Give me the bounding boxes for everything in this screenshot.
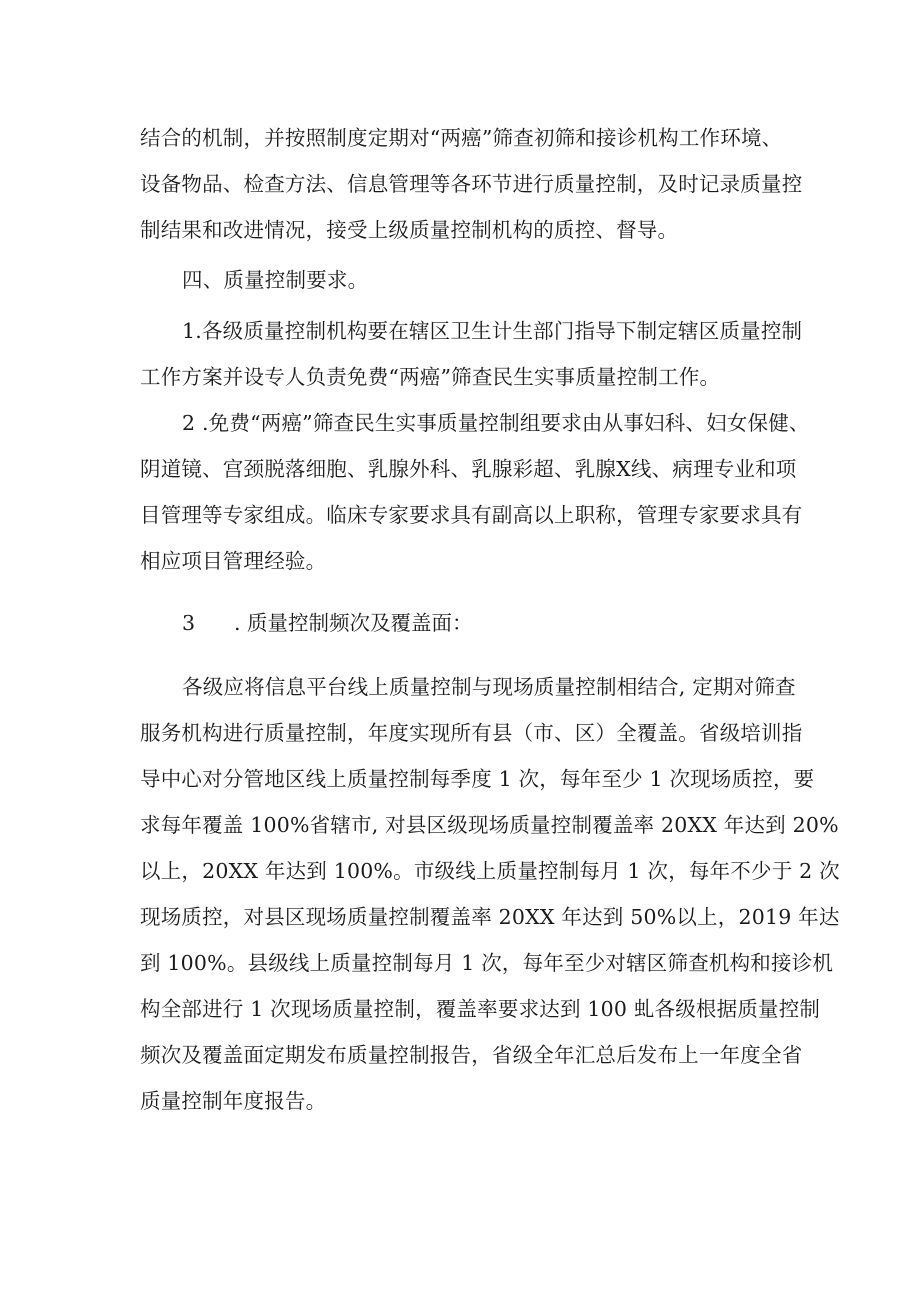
text-line: 相应项目管理经验。 [140,549,327,573]
paragraph-frequency-coverage [140,664,840,1124]
text-line: 2 .免费“两癌”筛查民生实事质量控制组要求由从事妇科、妇女保健、 [182,411,810,435]
text-line: 现场质控，对县区现场质量控制覆盖率 20XX 年达到 50%以上，2019 年达 [140,905,840,929]
heading-text: 四、质量控制要求。 [182,268,369,292]
text-line: 1.各级质量控制机构要在辖区卫生计生部门指导下制定辖区质量控制 [182,319,803,343]
text-line: 导中心对分管地区线上质量控制每季度 1 次，每年至少 1 次现场质控，要 [140,767,815,791]
text-line: 阴道镜、宫颈脱落细胞、乳腺外科、乳腺彩超、乳腺X线、病理专业和项 [140,457,797,481]
requirement-item-2 [140,400,810,584]
text-line: 各级应将信息平台线上质量控制与现场质量控制相结合, 定期对筛查 [182,675,796,699]
text-line: 质量控制年度报告。 [140,1089,327,1113]
text-line: 求每年覆盖 100%省辖市, 对县区级现场质量控制覆盖率 20XX 年达到 20% [140,813,839,837]
paragraph-quality-mechanism [140,115,803,253]
text-line: 到 100%。县级线上质量控制每月 1 次，每年至少对辖区筛查机构和接诊机 [140,951,834,975]
text-line: 构全部进行 1 次现场质量控制，覆盖率要求达到 100 虬各级根据质量控制 [140,997,821,1021]
text-line: 设备物品、检查方法、信息管理等各环节进行质量控制，及时记录质量控 [140,172,803,196]
text-line: 服务机构进行质量控制，年度实现所有县（市、区）全覆盖。省级培训指 [140,721,803,745]
item-title: . 质量控制频次及覆盖面： [234,611,473,635]
text-line: 制结果和改进情况，接受上级质量控制机构的质控、督导。 [140,218,679,242]
section-heading-quality-requirements [182,257,782,303]
item-number: 3 [182,611,196,635]
requirement-item-1 [140,308,803,400]
requirement-item-3-heading [182,600,473,646]
text-line: 频次及覆盖面定期发布质量控制报告，省级全年汇总后发布上一年度全省 [140,1043,803,1067]
text-line: 结合的机制，并按照制度定期对“两癌”筛查初筛和接诊机构工作环境、 [140,126,783,150]
text-line: 目管理等专家组成。临床专家要求具有副高以上职称，管理专家要求具有 [140,503,803,527]
text-line: 以上，20XX 年达到 100%。市级线上质量控制每月 1 次，每年不少于 2 次 [140,859,840,883]
text-line: 工作方案并设专人负责免费“两癌”筛查民生实事质量控制工作。 [140,365,721,389]
